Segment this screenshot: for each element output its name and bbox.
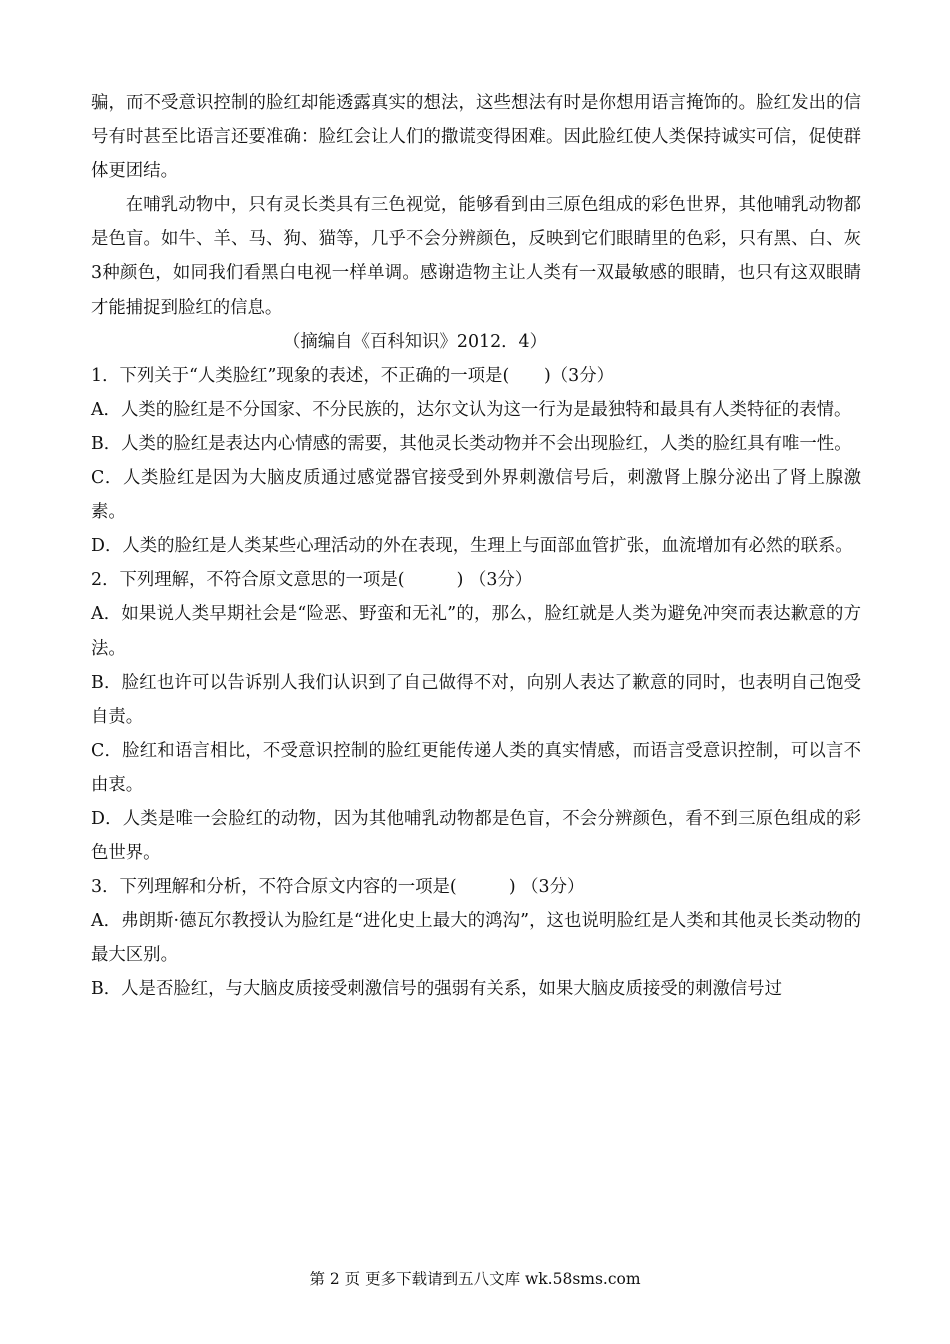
passage-paragraph: 在哺乳动物中，只有灵长类具有三色视觉，能够看到由三原色组成的彩色世界，其他哺乳动物都是色盲。如牛、羊、马、狗、猫等，几乎不会分辨颜色，反映到它们眼睛里的色彩，只有黑、白、灰3种颜色，如同我们看黑白电视一样单调。感谢造物主让人类有一双最敏感的眼睛，也只有这双眼睛才能捕捉到脸红的信息。 (91, 195, 861, 318)
passage-source: （摘编自《百科知识》2012．4） (283, 331, 548, 352)
question-3-stem: 3．下列理解和分析，不符合原文内容的一项是( ) （3分） (91, 877, 585, 898)
document-body (91, 86, 861, 1007)
question-1-option-b: B．人类的脸红是表达内心情感的需要，其他灵长类动物并不会出现脸红，人类的脸红具有唯一性。 (91, 433, 852, 454)
question-1-option-a: A．人类的脸红是不分国家、不分民族的，达尔文认为这一行为是最独特和最具有人类特征的表情。 (91, 399, 852, 420)
question-2-option-b: B．脸红也许可以告诉别人我们认识到了自己做得不对，向别人表达了歉意的同时，也表明自己饱受自责。 (91, 672, 861, 727)
question-2-option-d: D．人类是唯一会脸红的动物，因为其他哺乳动物都是色盲，不会分辨颜色，看不到三原色组成的彩色世界。 (91, 808, 861, 864)
question-1-option-c: C．人类脸红是因为大脑皮质通过感觉器官接受到外界刺激信号后，刺激肾上腺分泌出了肾上腺激素。 (91, 468, 861, 523)
question-2-option-c: C．脸红和语言相比，不受意识控制的脸红更能传递人类的真实情感，而语言受意识控制，可以言不由衷。 (91, 740, 861, 795)
question-3-option-a: A．弗朗斯·德瓦尔教授认为脸红是“进化史上最大的鸿沟”，这也说明脸红是人类和其他灵长类动物的最大区别。 (91, 911, 861, 966)
question-1-option-d: D．人类的脸红是人类某些心理活动的外在表现，生理上与面部血管扩张，血流增加有必然的联系。 (91, 536, 853, 557)
page-footer: 第 2 页 更多下载请到五八文库 wk.58sms.com (309, 1270, 641, 1288)
question-2-stem: 2．下列理解，不符合原文意思的一项是( ) （3分） (91, 570, 533, 591)
question-1-stem: 1．下列关于“人类脸红”现象的表述，不正确的一项是( )（3分） (91, 365, 615, 386)
question-2-option-a: A．如果说人类早期社会是“险恶、野蛮和无礼”的，那么，脸红就是人类为避免冲突而表达歉意的方法。 (91, 604, 861, 659)
question-3-option-b: B．人是否脸红，与大脑皮质接受刺激信号的强弱有关系，如果大脑皮质接受的刺激信号过 (91, 979, 783, 1000)
passage-continuation: 骗，而不受意识控制的脸红却能透露真实的想法，这些想法有时是你想用语言掩饰的。脸红发出的信号有时甚至比语言还要准确：脸红会让人们的撒谎变得困难。因此脸红使人类保持诚实可信，促使群体更团结。 (91, 93, 861, 182)
